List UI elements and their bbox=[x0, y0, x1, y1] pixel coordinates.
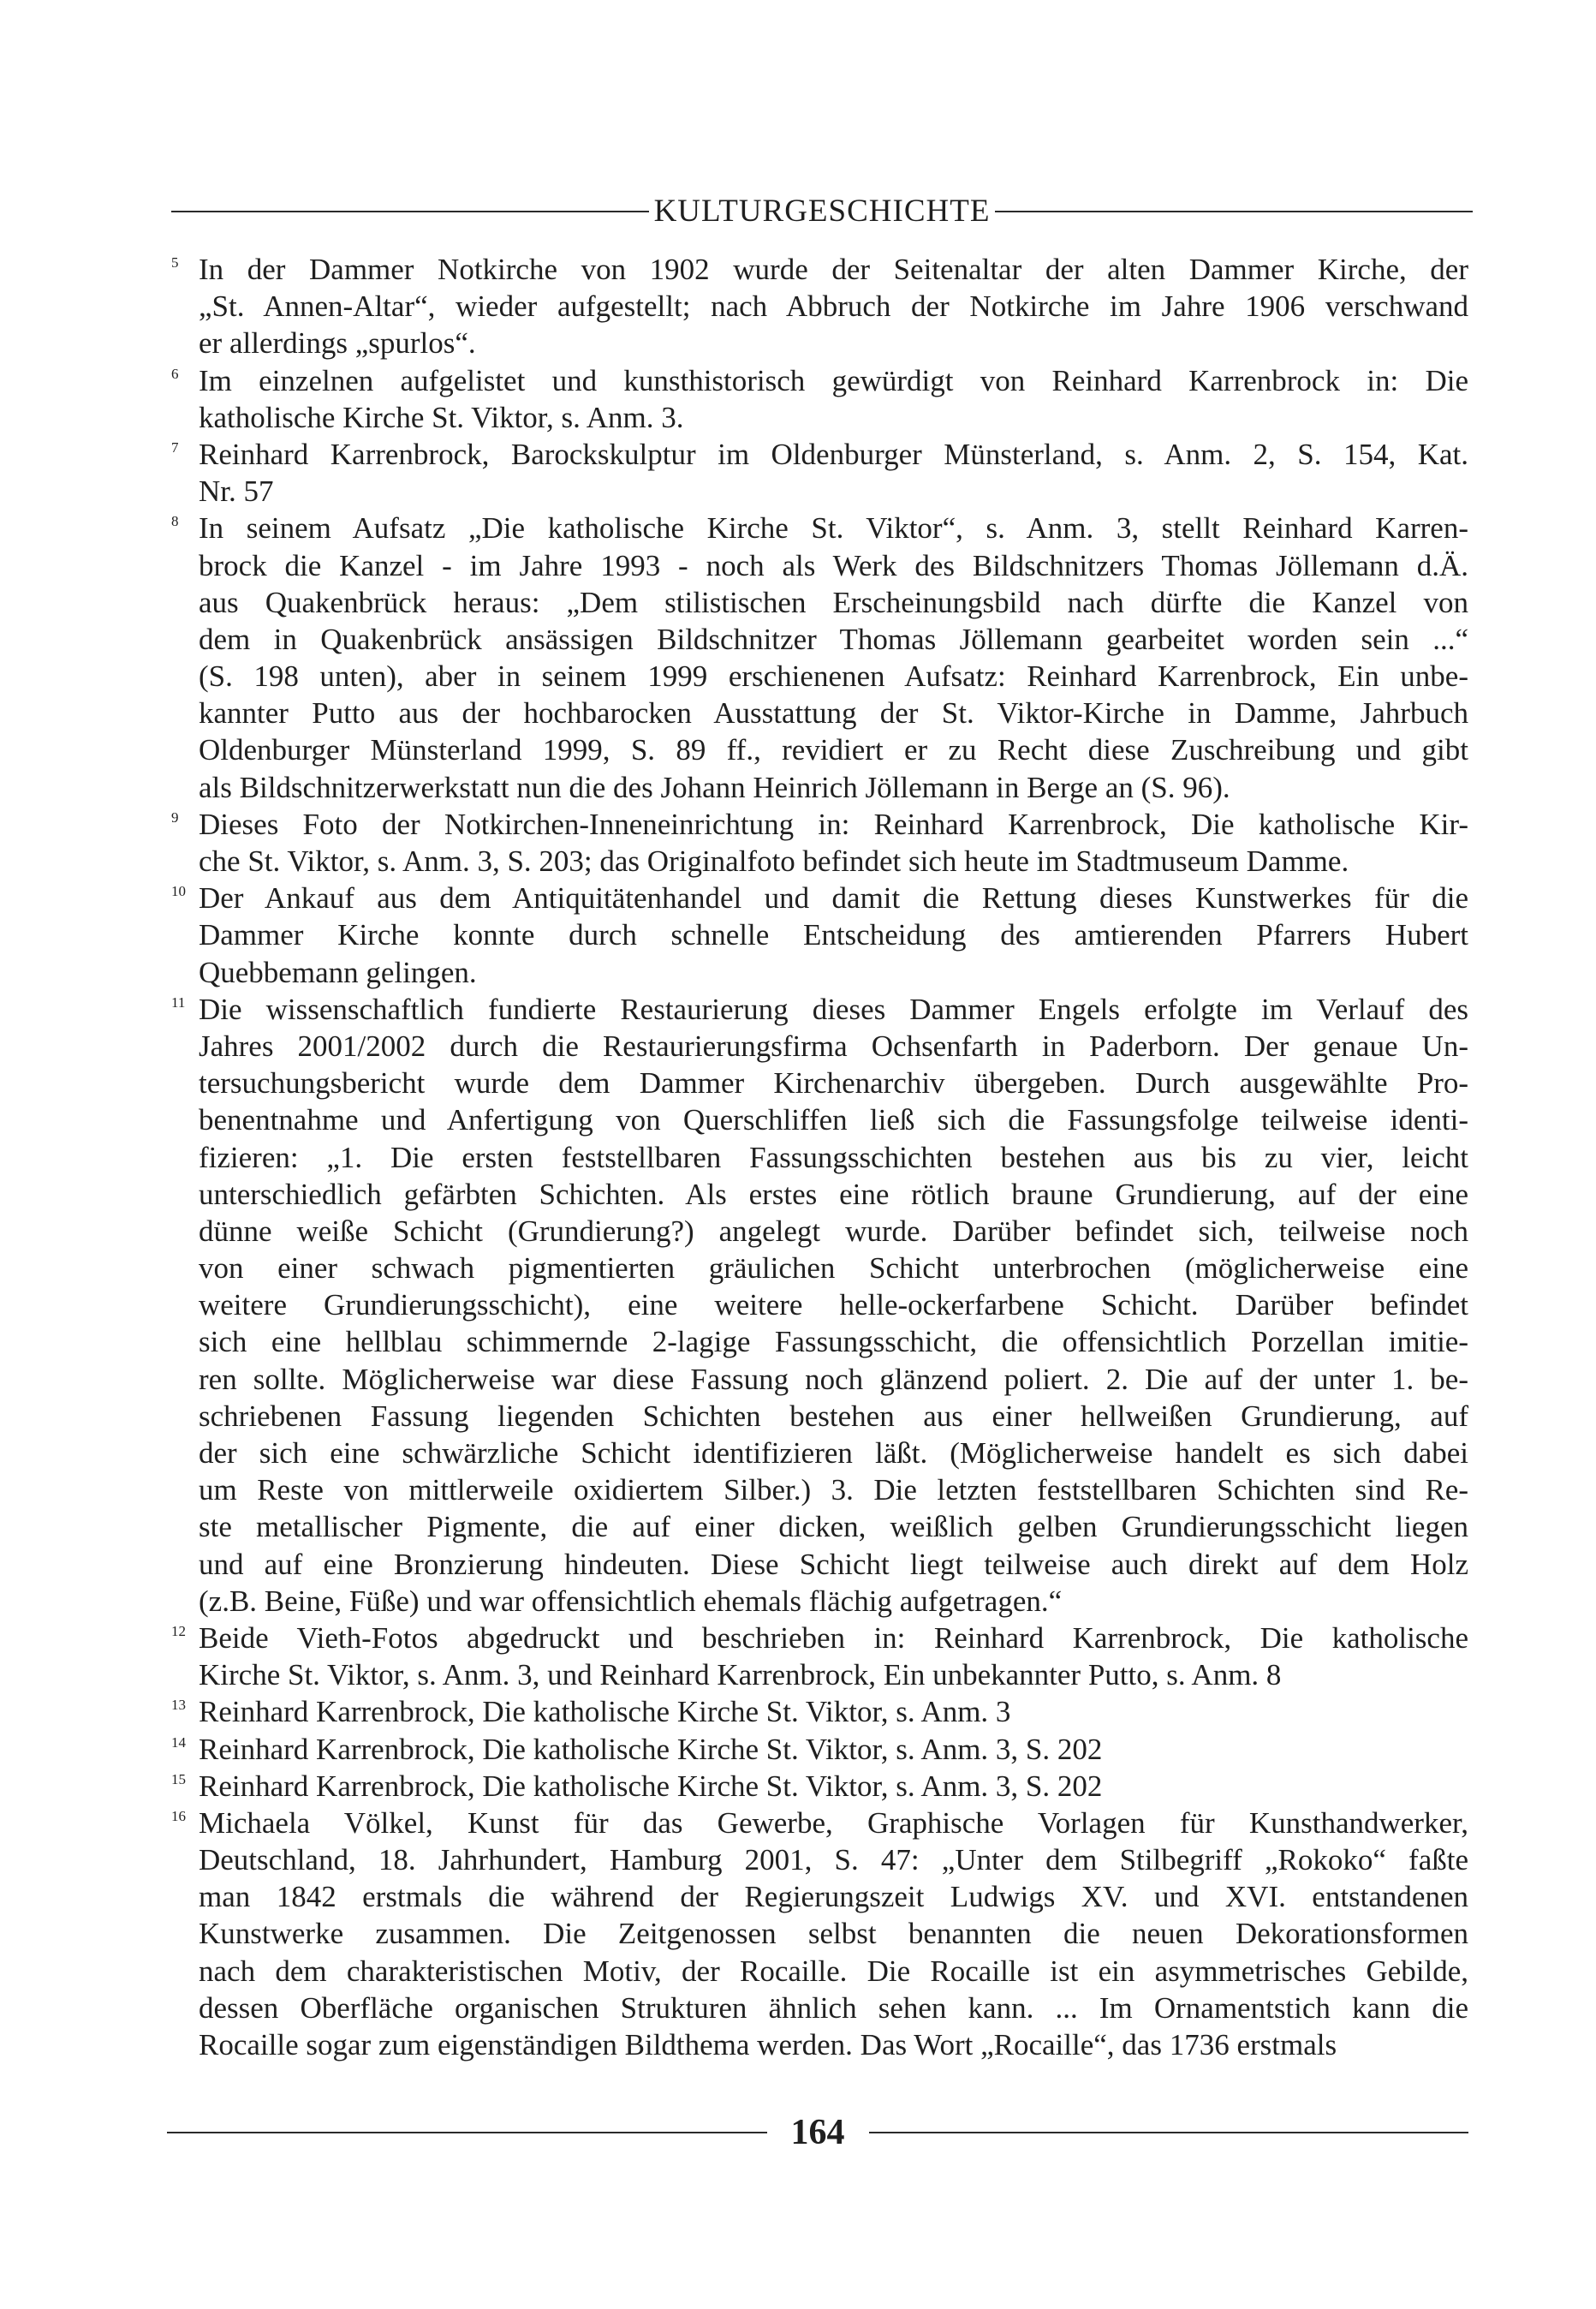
footnote-text-line: und auf eine Bronzierung hindeuten. Diese Schicht liegt teilweise auch direkt auf dem Holz bbox=[199, 1547, 1468, 1581]
footnote bbox=[171, 1693, 1468, 1730]
footnote-text-line: (S. 198 unten), aber in seinem 1999 erschienenen Aufsatz: Reinhard Karrenbrock, Ein unbe- bbox=[199, 659, 1468, 694]
footnote-text-line: Die wissenschaftlich fundierte Restaurierung dieses Dammer Engels erfolgte im Verlauf des bbox=[199, 992, 1468, 1026]
footnote-text-line: Kirche St. Viktor, s. Anm. 3, und Reinhard Karrenbrock, Ein unbekannter Putto, s. Anm. 8 bbox=[199, 1658, 1282, 1692]
footnote-text-line: Reinhard Karrenbrock, Barockskulptur im Oldenburger Münsterland, s. Anm. 2, S. 154, Kat. bbox=[199, 437, 1468, 471]
footnote-text-line: er allerdings „spurlos“. bbox=[199, 326, 476, 361]
footnotes-list bbox=[171, 251, 1468, 2063]
footnote-text-line: Dieses Foto der Notkirchen-Inneneinrichtung in: Reinhard Karrenbrock, Die katholische Kir- bbox=[199, 807, 1468, 841]
footnote bbox=[171, 880, 1468, 991]
footnote-text-line: In der Dammer Notkirche von 1902 wurde der Seitenaltar der alten Dammer Kirche, der bbox=[199, 253, 1468, 286]
footnote-number: 7 bbox=[171, 439, 179, 456]
footnote-text-line: Deutschland, 18. Jahrhundert, Hamburg 2001, S. 47: „Unter dem Stilbegriff „Rokoko“ faßte bbox=[199, 1843, 1468, 1877]
header-title: KULTURGESCHICHTE bbox=[653, 194, 991, 229]
footnote-text-line: dünne weiße Schicht (Grundierung?) angelegt wurde. Darüber befindet sich, teilweise noch bbox=[199, 1214, 1468, 1248]
footnote bbox=[171, 510, 1468, 806]
footnote-text-line: ste metallischer Pigmente, die auf einer dicken, weißlich gelben Grundierungsschicht liegen bbox=[199, 1510, 1468, 1544]
footnote-text-line: katholische Kirche St. Viktor, s. Anm. 3. bbox=[199, 400, 684, 434]
footnote-number: 14 bbox=[171, 1733, 186, 1751]
footnote-text-line: um Reste von mittlerweile oxidiertem Silber.) 3. Die letzten feststellbaren Schichten sind Re- bbox=[199, 1473, 1468, 1507]
footnote-text-line: dem in Quakenbrück ansässigen Bildschnitzer Thomas Jöllemann gearbeitet worden sein ...“ bbox=[199, 622, 1468, 656]
footnote-text-line: Im einzelnen aufgelistet und kunsthistorisch gewürdigt von Reinhard Karrenbrock in: Die bbox=[199, 363, 1468, 397]
footnote-number: 5 bbox=[171, 254, 179, 271]
footnote-text-line: Dammer Kirche konnte durch schnelle Entscheidung des amtierenden Pfarrers Hubert bbox=[199, 918, 1468, 952]
footnote-text-line: che St. Viktor, s. Anm. 3, S. 203; das Originalfoto befindet sich heute im Stadtmuseum Damme. bbox=[199, 844, 1349, 878]
footnote-text-line: als Bildschnitzerwerkstatt nun die des Johann Heinrich Jöllemann in Berge an (S. 96). bbox=[199, 770, 1230, 804]
footnote-number: 8 bbox=[171, 513, 179, 530]
footnote-text-line: „St. Annen-Altar“, wieder aufgestellt; nach Abbruch der Notkirche im Jahre 1906 verschwand bbox=[199, 289, 1468, 324]
footnote bbox=[171, 1620, 1468, 1693]
footnote-text-line: brock die Kanzel - im Jahre 1993 - noch als Werk des Bildschnitzers Thomas Jöllemann d.Ä. bbox=[199, 548, 1468, 582]
footnote-number: 15 bbox=[171, 1770, 186, 1787]
footnote-text-line: fizieren: „1. Die ersten feststellbaren Fassungsschichten bestehen aus bis zu vier, leicht bbox=[199, 1140, 1468, 1174]
footnote-text-line: Reinhard Karrenbrock, Die katholische Kirche St. Viktor, s. Anm. 3 bbox=[199, 1695, 1011, 1729]
footnote bbox=[171, 806, 1468, 880]
footnote-text-line: benentnahme und Anfertigung von Querschliffen ließ sich die Fassungsfolge teilweise identi- bbox=[199, 1103, 1468, 1137]
running-header bbox=[171, 190, 1473, 233]
footnote-text-line: der sich eine schwärzliche Schicht identifizieren läßt. (Möglicherweise handelt es sich dabei bbox=[199, 1436, 1468, 1470]
header-rule-right bbox=[995, 211, 1473, 212]
footnote-text-line: In seinem Aufsatz „Die katholische Kirche St. Viktor“, s. Anm. 3, stellt Reinhard Karren- bbox=[199, 511, 1468, 546]
footnote-text-line: Jahres 2001/2002 durch die Restaurierungsfirma Ochsenfarth in Paderborn. Der genaue Un- bbox=[199, 1029, 1468, 1063]
footnote-text-line: (z.B. Beine, Füße) und war offensichtlich ehemals flächig aufgetragen.“ bbox=[199, 1584, 1063, 1618]
footnote-number: 10 bbox=[171, 883, 186, 900]
footnote bbox=[171, 1805, 1468, 2063]
footnote-number: 11 bbox=[171, 993, 186, 1011]
header-rule-left bbox=[171, 211, 649, 212]
footnote-text-line: kannter Putto aus der hochbarocken Ausstattung der St. Viktor-Kirche in Damme, Jahrbuch bbox=[199, 696, 1468, 731]
footnote bbox=[171, 362, 1468, 436]
footnote-number: 9 bbox=[171, 808, 179, 826]
footnote bbox=[171, 1731, 1468, 1768]
footnote-text-line: Quebbemann gelingen. bbox=[199, 955, 477, 989]
footnote-number: 12 bbox=[171, 1622, 186, 1639]
footer-rule-left bbox=[167, 2132, 767, 2133]
footnote bbox=[171, 251, 1468, 362]
footnote-text-line: Reinhard Karrenbrock, Die katholische Kirche St. Viktor, s. Anm. 3, S. 202 bbox=[199, 1732, 1103, 1766]
page-footer bbox=[167, 2107, 1468, 2158]
footnote-text-line: Beide Vieth-Fotos abgedruckt und beschrieben in: Reinhard Karrenbrock, Die katholische bbox=[199, 1620, 1468, 1655]
footnote-text-line: tersuchungsbericht wurde dem Dammer Kirchenarchiv übergeben. Durch ausgewählte Pro- bbox=[199, 1066, 1468, 1101]
footnote-text-line: Der Ankauf aus dem Antiquitätenhandel und damit die Rettung dieses Kunstwerkes für die bbox=[199, 881, 1468, 916]
footnote-number: 6 bbox=[171, 365, 179, 382]
footnote bbox=[171, 991, 1468, 1620]
footnote-text-line: unterschiedlich gefärbten Schichten. Als erstes eine rötlich braune Grundierung, auf der eine bbox=[199, 1177, 1468, 1211]
footnote-text-line: man 1842 erstmals die während der Regierungszeit Ludwigs XV. und XVI. entstandenen bbox=[199, 1880, 1468, 1914]
footnote-number: 13 bbox=[171, 1697, 186, 1714]
footnote-text-line: Kunstwerke zusammen. Die Zeitgenossen selbst benannten die neuen Dekorationsformen bbox=[199, 1917, 1468, 1951]
footnote-text-line: Reinhard Karrenbrock, Die katholische Kirche St. Viktor, s. Anm. 3, S. 202 bbox=[199, 1769, 1103, 1803]
footnote-text-line: nach dem charakteristischen Motiv, der Rocaille. Die Rocaille ist ein asymmetrisches Gebilde, bbox=[199, 1954, 1468, 1988]
footnote-text-line: Oldenburger Münsterland 1999, S. 89 ff., revidiert er zu Recht diese Zuschreibung und gibt bbox=[199, 733, 1468, 767]
footnote-text-line: weitere Grundierungsschicht), eine weitere helle-ockerfarbene Schicht. Darüber befindet bbox=[199, 1288, 1468, 1322]
footer-rule-right bbox=[869, 2132, 1469, 2133]
footnote-text-line: Rocaille sogar zum eigenständigen Bildthema werden. Das Wort „Rocaille“, das 1736 erstmals bbox=[199, 2028, 1337, 2061]
footnote-text-line: Nr. 57 bbox=[199, 474, 274, 509]
footnote-text-line: sich eine hellblau schimmernde 2-lagige Fassungsschicht, die offensichtlich Porzellan imitie- bbox=[199, 1325, 1468, 1359]
page-number: 164 bbox=[790, 2113, 845, 2152]
footnote bbox=[171, 436, 1468, 510]
footnote-text-line: Michaela Völkel, Kunst für das Gewerbe, Graphische Vorlagen für Kunsthandwerker, bbox=[199, 1805, 1468, 1840]
footnote-text-line: aus Quakenbrück heraus: „Dem stilistischen Erscheinungsbild nach dürfte die Kanzel von bbox=[199, 585, 1468, 619]
footnote-text-line: von einer schwach pigmentierten gräulichen Schicht unterbrochen (möglicherweise eine bbox=[199, 1251, 1468, 1286]
footnote bbox=[171, 1768, 1468, 1805]
footnote-text-line: schriebenen Fassung liegenden Schichten bestehen aus einer hellweißen Grundierung, auf bbox=[199, 1399, 1468, 1433]
footnote-text-line: dessen Oberfläche organischen Strukturen ähnlich sehen kann. ... Im Ornamentstich kann die bbox=[199, 1990, 1468, 2025]
footnote-text-line: ren sollte. Möglicherweise war diese Fassung noch glänzend poliert. 2. Die auf der unter 1. be- bbox=[199, 1362, 1468, 1396]
footnote-number: 16 bbox=[171, 1807, 186, 1824]
